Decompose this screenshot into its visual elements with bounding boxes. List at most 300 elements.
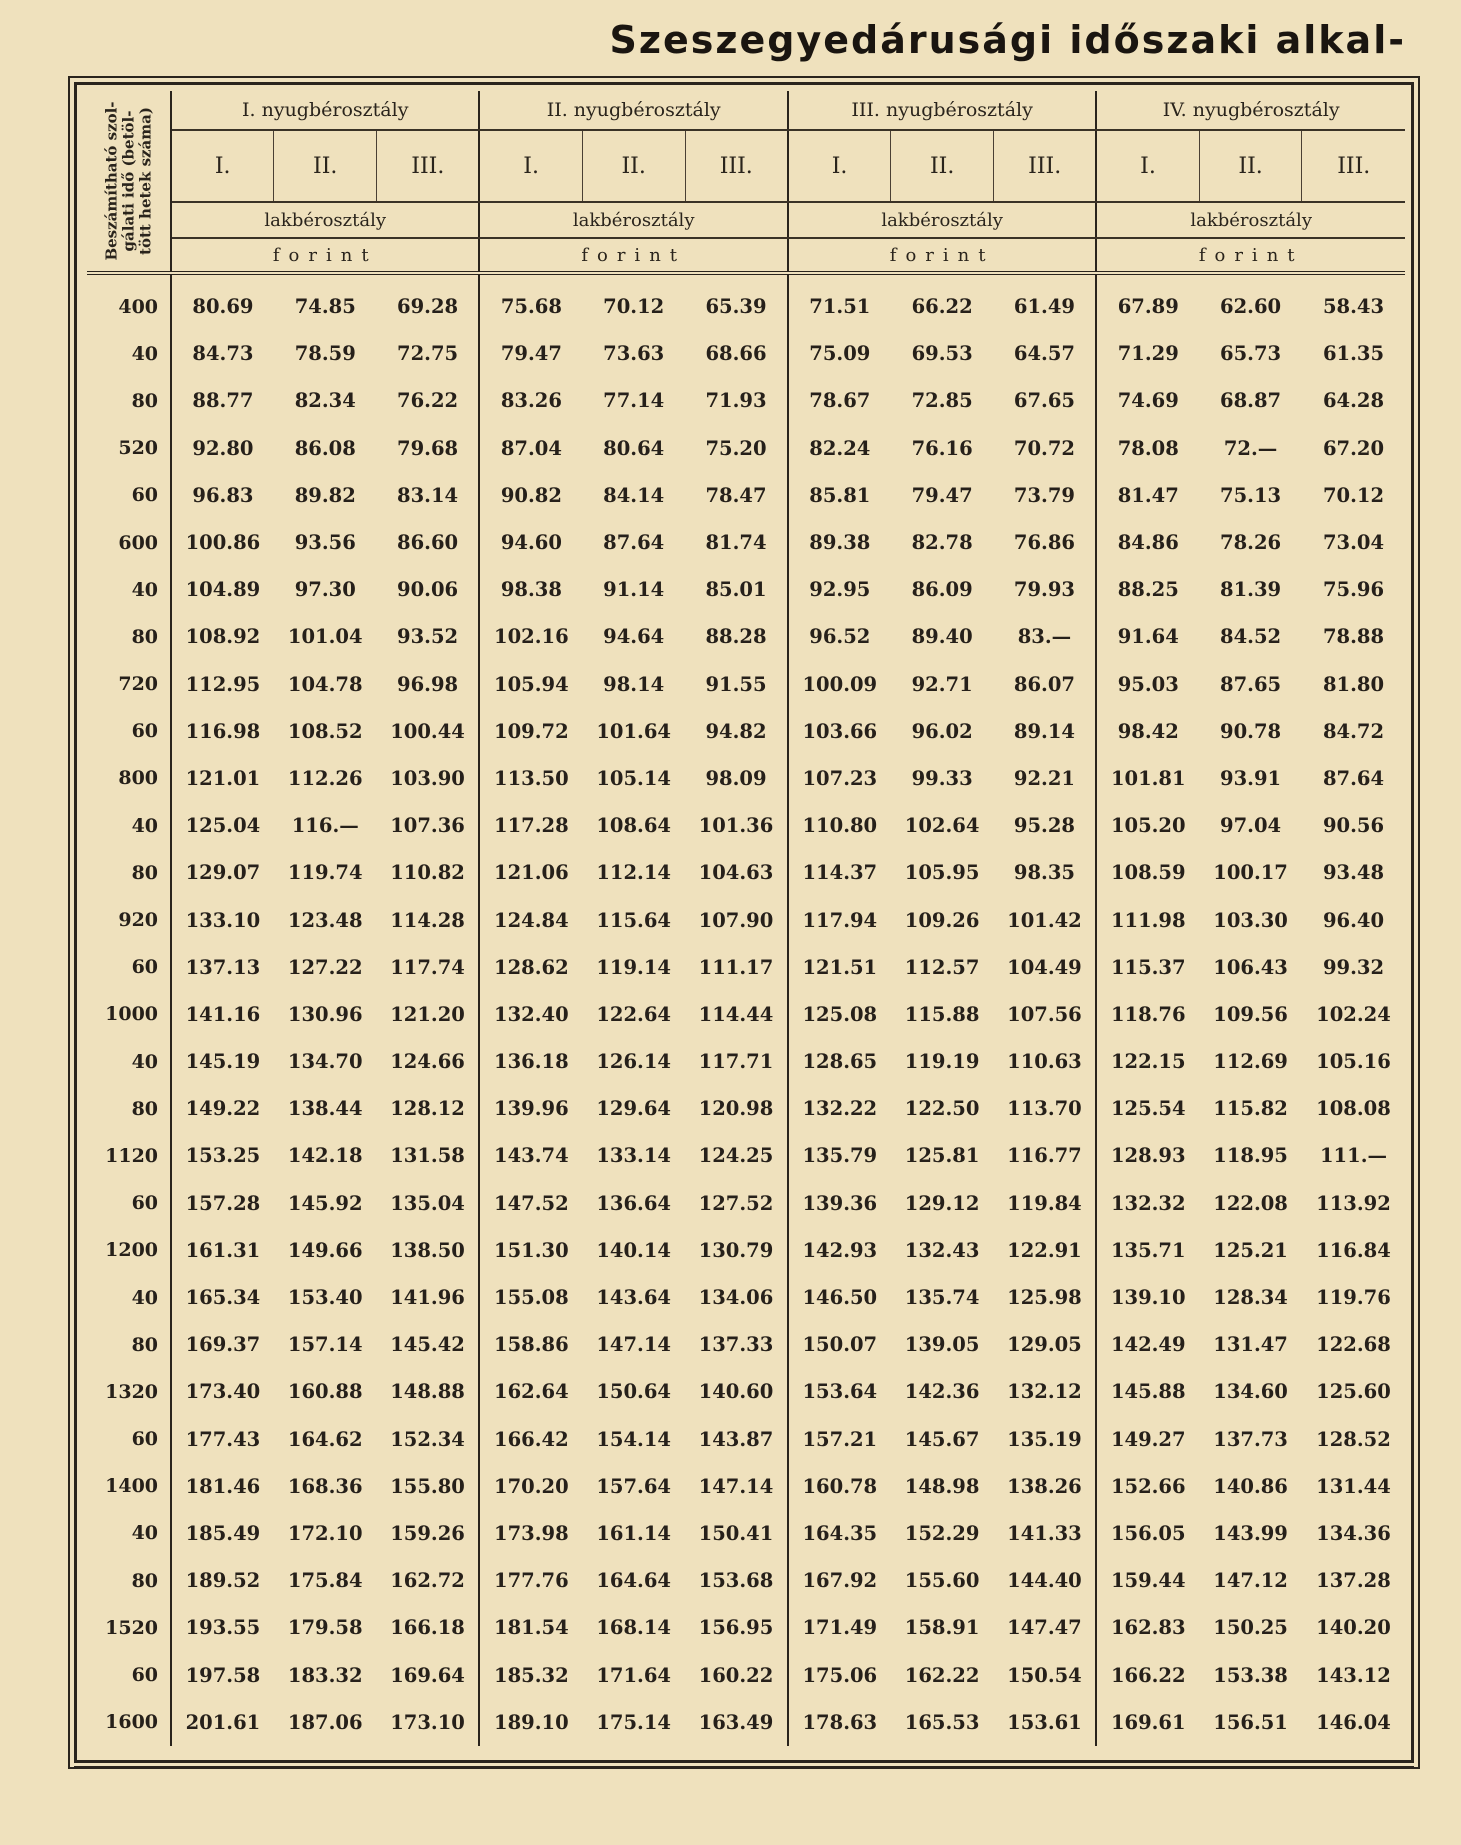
amount-cell: 135.79 bbox=[802, 1144, 878, 1168]
bottom-rule bbox=[74, 1766, 1414, 1769]
table-row bbox=[87, 896, 1405, 943]
amount-cell: 110.80 bbox=[802, 814, 878, 838]
amount-cell: 90.56 bbox=[1322, 814, 1385, 838]
amount-cell: 185.49 bbox=[185, 1521, 261, 1545]
amount-cell: 189.52 bbox=[185, 1569, 261, 1593]
currency-unit-label: forint bbox=[479, 238, 787, 273]
amount-cell: 109.56 bbox=[1213, 1002, 1288, 1026]
amount-cell: 177.43 bbox=[185, 1427, 261, 1451]
amount-cell: 109.72 bbox=[494, 719, 569, 743]
amount-cell: 157.21 bbox=[802, 1427, 878, 1451]
amount-cell: 147.12 bbox=[1213, 1569, 1288, 1593]
amount-cell: 150.54 bbox=[994, 1651, 1097, 1698]
service-weeks-cell: 80 bbox=[87, 1321, 171, 1368]
housing-class-label: II. bbox=[274, 130, 377, 202]
amount-cell: 67.20 bbox=[1322, 436, 1385, 460]
amount-cell: 125.04 bbox=[185, 814, 261, 838]
amount-cell: 122.15 bbox=[1110, 1050, 1186, 1074]
amount-cell: 96.98 bbox=[377, 661, 480, 708]
amount-cell: 93.91 bbox=[1220, 766, 1282, 790]
amount-cell: 90.82 bbox=[500, 483, 562, 507]
amount-cell: 107.36 bbox=[377, 802, 480, 849]
amount-cell: 132.12 bbox=[994, 1368, 1097, 1415]
pension-class-header: II. nyugbérosztály bbox=[479, 91, 787, 130]
amount-cell: 148.88 bbox=[377, 1368, 480, 1415]
amount-cell: 134.36 bbox=[1316, 1521, 1391, 1545]
table-body bbox=[87, 273, 1405, 1746]
housing-class-label: III. bbox=[1302, 130, 1405, 202]
service-weeks-cell: 40 bbox=[87, 330, 171, 377]
amount-cell: 144.40 bbox=[994, 1557, 1097, 1604]
amount-cell: 88.28 bbox=[685, 613, 788, 660]
amount-cell: 185.32 bbox=[494, 1663, 569, 1687]
amount-cell: 89.14 bbox=[994, 708, 1097, 755]
service-weeks-cell: 60 bbox=[87, 1651, 171, 1698]
amount-cell: 70.72 bbox=[994, 425, 1097, 472]
amount-cell: 175.14 bbox=[596, 1710, 671, 1734]
amount-cell: 124.25 bbox=[685, 1132, 788, 1179]
amount-cell: 82.78 bbox=[911, 531, 973, 555]
amount-cell: 138.26 bbox=[994, 1463, 1097, 1510]
amount-cell: 137.13 bbox=[185, 955, 261, 979]
table-row bbox=[87, 566, 1405, 613]
amount-cell: 157.14 bbox=[287, 1333, 363, 1357]
housing-class-label: III. bbox=[994, 130, 1097, 202]
amount-cell: 98.38 bbox=[500, 578, 562, 602]
amount-cell: 134.70 bbox=[287, 1050, 363, 1074]
amount-cell: 119.19 bbox=[904, 1050, 980, 1074]
amount-cell: 122.64 bbox=[596, 1002, 671, 1026]
amount-cell: 150.41 bbox=[685, 1510, 788, 1557]
amount-cell: 116.84 bbox=[1316, 1238, 1391, 1262]
amount-cell: 96.40 bbox=[1322, 908, 1385, 932]
amount-cell: 101.42 bbox=[994, 896, 1097, 943]
table-row bbox=[87, 1416, 1405, 1463]
amount-cell: 96.02 bbox=[911, 719, 973, 743]
amount-cell: 104.78 bbox=[287, 672, 363, 696]
amount-cell: 161.31 bbox=[185, 1238, 261, 1262]
amount-cell: 79.93 bbox=[994, 566, 1097, 613]
table-row bbox=[87, 472, 1405, 519]
amount-cell: 165.34 bbox=[185, 1286, 261, 1310]
housing-class-label: II. bbox=[1199, 130, 1302, 202]
amount-cell: 113.92 bbox=[1316, 1191, 1391, 1215]
amount-cell: 143.74 bbox=[494, 1144, 569, 1168]
amount-cell: 102.24 bbox=[1316, 1002, 1391, 1026]
amount-cell: 124.84 bbox=[494, 908, 569, 932]
amount-cell: 155.80 bbox=[377, 1463, 480, 1510]
currency-unit-label: forint bbox=[788, 238, 1096, 273]
service-weeks-cell: 40 bbox=[87, 1510, 171, 1557]
amount-cell: 64.28 bbox=[1322, 389, 1385, 413]
table-row bbox=[87, 425, 1405, 472]
amount-cell: 75.96 bbox=[1322, 578, 1385, 602]
amount-cell: 153.40 bbox=[287, 1286, 363, 1310]
amount-cell: 135.74 bbox=[904, 1286, 980, 1310]
amount-cell: 121.06 bbox=[494, 861, 569, 885]
service-weeks-cell: 1520 bbox=[87, 1604, 171, 1651]
amount-cell: 105.94 bbox=[494, 672, 569, 696]
amount-cell: 134.06 bbox=[685, 1274, 788, 1321]
amount-cell: 79.47 bbox=[911, 483, 973, 507]
amount-cell: 136.64 bbox=[596, 1191, 671, 1215]
amount-cell: 128.34 bbox=[1213, 1286, 1288, 1310]
amount-cell: 171.49 bbox=[802, 1616, 878, 1640]
service-time-header-line: tött hetek száma) bbox=[136, 107, 154, 255]
table-row bbox=[87, 1557, 1405, 1604]
amount-cell: 81.80 bbox=[1322, 672, 1385, 696]
table-row bbox=[87, 802, 1405, 849]
amount-cell: 70.12 bbox=[1322, 483, 1385, 507]
amount-cell: 79.68 bbox=[377, 425, 480, 472]
amount-cell: 175.06 bbox=[802, 1663, 878, 1687]
amount-cell: 128.62 bbox=[494, 955, 569, 979]
amount-cell: 89.82 bbox=[294, 483, 356, 507]
table-row bbox=[87, 1510, 1405, 1557]
amount-cell: 93.52 bbox=[377, 613, 480, 660]
amount-cell: 103.90 bbox=[377, 755, 480, 802]
amount-cell: 169.37 bbox=[185, 1333, 261, 1357]
table-row bbox=[87, 1132, 1405, 1179]
amount-cell: 105.95 bbox=[904, 861, 980, 885]
amount-cell: 95.03 bbox=[1117, 672, 1179, 696]
amount-cell: 101.04 bbox=[287, 625, 363, 649]
table-header bbox=[87, 91, 1405, 273]
pension-class-header: I. nyugbérosztály bbox=[171, 91, 479, 130]
table-row bbox=[87, 944, 1405, 991]
amount-cell: 140.14 bbox=[596, 1238, 671, 1262]
amount-cell: 160.88 bbox=[287, 1380, 363, 1404]
amount-cell: 96.83 bbox=[192, 483, 254, 507]
service-weeks-cell: 80 bbox=[87, 1085, 171, 1132]
amount-cell: 155.08 bbox=[494, 1286, 569, 1310]
amount-cell: 152.66 bbox=[1110, 1474, 1186, 1498]
amount-cell: 125.54 bbox=[1110, 1097, 1186, 1121]
amount-cell: 166.42 bbox=[494, 1427, 569, 1451]
table-row bbox=[87, 755, 1405, 802]
amount-cell: 175.84 bbox=[287, 1569, 363, 1593]
amount-cell: 119.74 bbox=[287, 861, 363, 885]
amount-cell: 83.— bbox=[994, 613, 1097, 660]
amount-cell: 72.75 bbox=[377, 330, 480, 377]
amount-cell: 71.29 bbox=[1117, 342, 1179, 366]
amount-cell: 160.22 bbox=[685, 1651, 788, 1698]
amount-cell: 124.66 bbox=[377, 1038, 480, 1085]
amount-cell: 74.69 bbox=[1117, 389, 1179, 413]
amount-cell: 108.92 bbox=[185, 625, 261, 649]
service-weeks-cell: 1600 bbox=[87, 1699, 171, 1746]
housing-class-label: I. bbox=[479, 130, 582, 202]
table-row bbox=[87, 1227, 1405, 1274]
amount-cell: 72.— bbox=[1223, 436, 1278, 460]
amount-cell: 181.46 bbox=[185, 1474, 261, 1498]
amount-cell: 62.60 bbox=[1220, 295, 1282, 319]
amount-cell: 75.09 bbox=[809, 342, 871, 366]
amount-cell: 139.96 bbox=[494, 1097, 569, 1121]
amount-cell: 82.24 bbox=[809, 436, 871, 460]
amount-cell: 145.88 bbox=[1110, 1380, 1186, 1404]
service-time-header-line: gálati idő (betöl- bbox=[119, 110, 137, 252]
amount-cell: 128.93 bbox=[1110, 1144, 1186, 1168]
amount-cell: 88.25 bbox=[1117, 578, 1179, 602]
amount-cell: 79.47 bbox=[500, 342, 562, 366]
service-weeks-cell: 1120 bbox=[87, 1132, 171, 1179]
amount-cell: 150.07 bbox=[802, 1333, 878, 1357]
amount-cell: 149.66 bbox=[287, 1238, 363, 1262]
amount-cell: 112.26 bbox=[287, 766, 363, 790]
amount-cell: 114.28 bbox=[377, 896, 480, 943]
amount-cell: 161.14 bbox=[596, 1521, 671, 1545]
housing-class-caption: lakbérosztály bbox=[1096, 202, 1405, 238]
amount-cell: 130.96 bbox=[287, 1002, 363, 1026]
amount-cell: 76.86 bbox=[994, 519, 1097, 566]
amount-cell: 90.06 bbox=[377, 566, 480, 613]
amount-cell: 86.60 bbox=[377, 519, 480, 566]
amount-cell: 193.55 bbox=[185, 1616, 261, 1640]
amount-cell: 115.37 bbox=[1110, 955, 1186, 979]
amount-cell: 76.22 bbox=[377, 377, 480, 424]
amount-cell: 129.64 bbox=[596, 1097, 671, 1121]
amount-cell: 129.12 bbox=[904, 1191, 980, 1215]
service-weeks-cell: 80 bbox=[87, 377, 171, 424]
amount-cell: 65.39 bbox=[685, 273, 788, 330]
amount-cell: 94.60 bbox=[500, 531, 562, 555]
amount-cell: 68.66 bbox=[685, 330, 788, 377]
amount-cell: 153.61 bbox=[994, 1699, 1097, 1746]
amount-cell: 93.48 bbox=[1322, 861, 1385, 885]
amount-cell: 140.20 bbox=[1316, 1616, 1391, 1640]
amount-cell: 142.93 bbox=[802, 1238, 878, 1262]
amount-cell: 78.67 bbox=[809, 389, 871, 413]
amount-cell: 85.01 bbox=[685, 566, 788, 613]
amount-cell: 133.10 bbox=[185, 908, 261, 932]
amount-cell: 86.08 bbox=[294, 436, 356, 460]
table-row bbox=[87, 708, 1405, 755]
amount-cell: 115.82 bbox=[1213, 1097, 1288, 1121]
amount-cell: 98.42 bbox=[1117, 719, 1179, 743]
amount-cell: 173.40 bbox=[185, 1380, 261, 1404]
amount-cell: 116.— bbox=[291, 814, 359, 838]
amount-cell: 99.32 bbox=[1322, 955, 1385, 979]
amount-cell: 153.25 bbox=[185, 1144, 261, 1168]
amount-cell: 69.53 bbox=[911, 342, 973, 366]
housing-class-label: I. bbox=[171, 130, 274, 202]
amount-cell: 117.28 bbox=[494, 814, 569, 838]
amount-cell: 98.09 bbox=[685, 755, 788, 802]
amount-cell: 102.16 bbox=[494, 625, 569, 649]
service-weeks-cell: 60 bbox=[87, 1416, 171, 1463]
service-time-header bbox=[87, 91, 171, 273]
amount-cell: 73.63 bbox=[603, 342, 665, 366]
amount-cell: 158.91 bbox=[904, 1616, 980, 1640]
amount-cell: 100.09 bbox=[802, 672, 878, 696]
amount-cell: 83.14 bbox=[377, 472, 480, 519]
amount-cell: 121.20 bbox=[377, 991, 480, 1038]
amount-cell: 117.71 bbox=[685, 1038, 788, 1085]
amount-cell: 126.14 bbox=[596, 1050, 671, 1074]
amount-cell: 93.56 bbox=[294, 531, 356, 555]
amount-cell: 115.88 bbox=[904, 1002, 980, 1026]
table-row bbox=[87, 519, 1405, 566]
amount-cell: 120.98 bbox=[685, 1085, 788, 1132]
amount-cell: 87.64 bbox=[1322, 766, 1385, 790]
amount-cell: 151.30 bbox=[494, 1238, 569, 1262]
amount-cell: 69.28 bbox=[377, 273, 480, 330]
amount-cell: 117.94 bbox=[802, 908, 878, 932]
amount-cell: 102.64 bbox=[904, 814, 980, 838]
amount-cell: 94.82 bbox=[685, 708, 788, 755]
amount-cell: 143.87 bbox=[685, 1416, 788, 1463]
amount-cell: 140.86 bbox=[1213, 1474, 1288, 1498]
amount-cell: 127.22 bbox=[287, 955, 363, 979]
service-weeks-cell: 800 bbox=[87, 755, 171, 802]
amount-cell: 84.73 bbox=[192, 342, 254, 366]
amount-cell: 91.64 bbox=[1117, 625, 1179, 649]
amount-cell: 119.14 bbox=[596, 955, 671, 979]
amount-cell: 88.77 bbox=[192, 389, 254, 413]
amount-cell: 127.52 bbox=[685, 1180, 788, 1227]
amount-cell: 128.12 bbox=[377, 1085, 480, 1132]
amount-cell: 122.68 bbox=[1316, 1333, 1391, 1357]
amount-cell: 97.04 bbox=[1220, 814, 1282, 838]
amount-cell: 122.08 bbox=[1213, 1191, 1288, 1215]
currency-unit-label: forint bbox=[1096, 238, 1405, 273]
amount-cell: 162.64 bbox=[494, 1380, 569, 1404]
amount-cell: 181.54 bbox=[494, 1616, 569, 1640]
pension-table bbox=[87, 91, 1405, 1746]
amount-cell: 155.60 bbox=[904, 1569, 980, 1593]
amount-cell: 86.09 bbox=[911, 578, 973, 602]
amount-cell: 122.50 bbox=[904, 1097, 980, 1121]
amount-cell: 150.64 bbox=[596, 1380, 671, 1404]
service-weeks-cell: 40 bbox=[87, 1274, 171, 1321]
amount-cell: 137.33 bbox=[685, 1321, 788, 1368]
amount-cell: 162.83 bbox=[1110, 1616, 1186, 1640]
amount-cell: 178.63 bbox=[802, 1710, 878, 1734]
amount-cell: 74.85 bbox=[294, 295, 356, 319]
amount-cell: 132.43 bbox=[904, 1238, 980, 1262]
amount-cell: 110.63 bbox=[994, 1038, 1097, 1085]
table-row bbox=[87, 849, 1405, 896]
page-title: Szeszegyedárusági időszaki alkal- bbox=[609, 18, 1406, 62]
amount-cell: 71.51 bbox=[809, 295, 871, 319]
amount-cell: 108.59 bbox=[1110, 861, 1186, 885]
service-weeks-cell: 60 bbox=[87, 472, 171, 519]
housing-class-label: III. bbox=[685, 130, 788, 202]
amount-cell: 106.43 bbox=[1213, 955, 1288, 979]
service-weeks-cell: 1200 bbox=[87, 1227, 171, 1274]
service-weeks-cell: 1400 bbox=[87, 1463, 171, 1510]
amount-cell: 72.85 bbox=[911, 389, 973, 413]
amount-cell: 172.10 bbox=[287, 1521, 363, 1545]
amount-cell: 197.58 bbox=[185, 1663, 261, 1687]
amount-cell: 166.18 bbox=[377, 1604, 480, 1651]
amount-cell: 168.14 bbox=[596, 1616, 671, 1640]
amount-cell: 159.44 bbox=[1110, 1569, 1186, 1593]
amount-cell: 125.98 bbox=[994, 1274, 1097, 1321]
amount-cell: 141.16 bbox=[185, 1002, 261, 1026]
amount-cell: 118.76 bbox=[1110, 1002, 1186, 1026]
amount-cell: 68.87 bbox=[1220, 389, 1282, 413]
amount-cell: 169.64 bbox=[377, 1651, 480, 1698]
amount-cell: 83.26 bbox=[500, 389, 562, 413]
amount-cell: 135.04 bbox=[377, 1180, 480, 1227]
amount-cell: 132.22 bbox=[802, 1097, 878, 1121]
amount-cell: 187.06 bbox=[287, 1710, 363, 1734]
service-weeks-cell: 40 bbox=[87, 566, 171, 613]
amount-cell: 147.47 bbox=[994, 1604, 1097, 1651]
amount-cell: 140.60 bbox=[685, 1368, 788, 1415]
amount-cell: 84.72 bbox=[1322, 719, 1385, 743]
amount-cell: 92.80 bbox=[192, 436, 254, 460]
amount-cell: 131.58 bbox=[377, 1132, 480, 1179]
amount-cell: 107.56 bbox=[994, 991, 1097, 1038]
amount-cell: 156.51 bbox=[1213, 1710, 1288, 1734]
service-weeks-cell: 60 bbox=[87, 1180, 171, 1227]
amount-cell: 71.93 bbox=[685, 377, 788, 424]
amount-cell: 94.64 bbox=[603, 625, 665, 649]
amount-cell: 141.96 bbox=[377, 1274, 480, 1321]
table-row bbox=[87, 1274, 1405, 1321]
amount-cell: 125.21 bbox=[1213, 1238, 1288, 1262]
amount-cell: 146.50 bbox=[802, 1286, 878, 1310]
amount-cell: 135.71 bbox=[1110, 1238, 1186, 1262]
amount-cell: 100.86 bbox=[185, 531, 261, 555]
amount-cell: 111.17 bbox=[685, 944, 788, 991]
amount-cell: 171.64 bbox=[596, 1663, 671, 1687]
amount-cell: 92.21 bbox=[994, 755, 1097, 802]
amount-cell: 89.38 bbox=[809, 531, 871, 555]
amount-cell: 75.13 bbox=[1220, 483, 1282, 507]
table-row bbox=[87, 1651, 1405, 1698]
amount-cell: 101.64 bbox=[596, 719, 671, 743]
amount-cell: 73.79 bbox=[994, 472, 1097, 519]
amount-cell: 170.20 bbox=[494, 1474, 569, 1498]
amount-cell: 104.89 bbox=[185, 578, 261, 602]
amount-cell: 78.26 bbox=[1220, 531, 1282, 555]
housing-class-label: III. bbox=[377, 130, 480, 202]
amount-cell: 152.29 bbox=[904, 1521, 980, 1545]
housing-class-caption: lakbérosztály bbox=[479, 202, 787, 238]
service-weeks-cell: 600 bbox=[87, 519, 171, 566]
amount-cell: 131.47 bbox=[1213, 1333, 1288, 1357]
service-weeks-cell: 40 bbox=[87, 1038, 171, 1085]
amount-cell: 111.98 bbox=[1110, 908, 1186, 932]
amount-cell: 84.14 bbox=[603, 483, 665, 507]
amount-cell: 132.32 bbox=[1110, 1191, 1186, 1215]
amount-cell: 136.18 bbox=[494, 1050, 569, 1074]
amount-cell: 87.64 bbox=[603, 531, 665, 555]
amount-cell: 112.57 bbox=[904, 955, 980, 979]
amount-cell: 100.17 bbox=[1213, 861, 1288, 885]
amount-cell: 78.08 bbox=[1117, 436, 1179, 460]
amount-cell: 137.73 bbox=[1213, 1427, 1288, 1451]
amount-cell: 117.74 bbox=[377, 944, 480, 991]
amount-cell: 85.81 bbox=[809, 483, 871, 507]
amount-cell: 129.05 bbox=[994, 1321, 1097, 1368]
amount-cell: 142.36 bbox=[904, 1380, 980, 1404]
amount-cell: 78.47 bbox=[685, 472, 788, 519]
amount-cell: 162.72 bbox=[377, 1557, 480, 1604]
amount-cell: 61.35 bbox=[1322, 342, 1385, 366]
amount-cell: 121.01 bbox=[185, 766, 261, 790]
pension-class-header: III. nyugbérosztály bbox=[788, 91, 1096, 130]
amount-cell: 64.57 bbox=[994, 330, 1097, 377]
amount-cell: 95.28 bbox=[994, 802, 1097, 849]
amount-cell: 138.50 bbox=[377, 1227, 480, 1274]
amount-cell: 92.95 bbox=[809, 578, 871, 602]
amount-cell: 142.18 bbox=[287, 1144, 363, 1168]
